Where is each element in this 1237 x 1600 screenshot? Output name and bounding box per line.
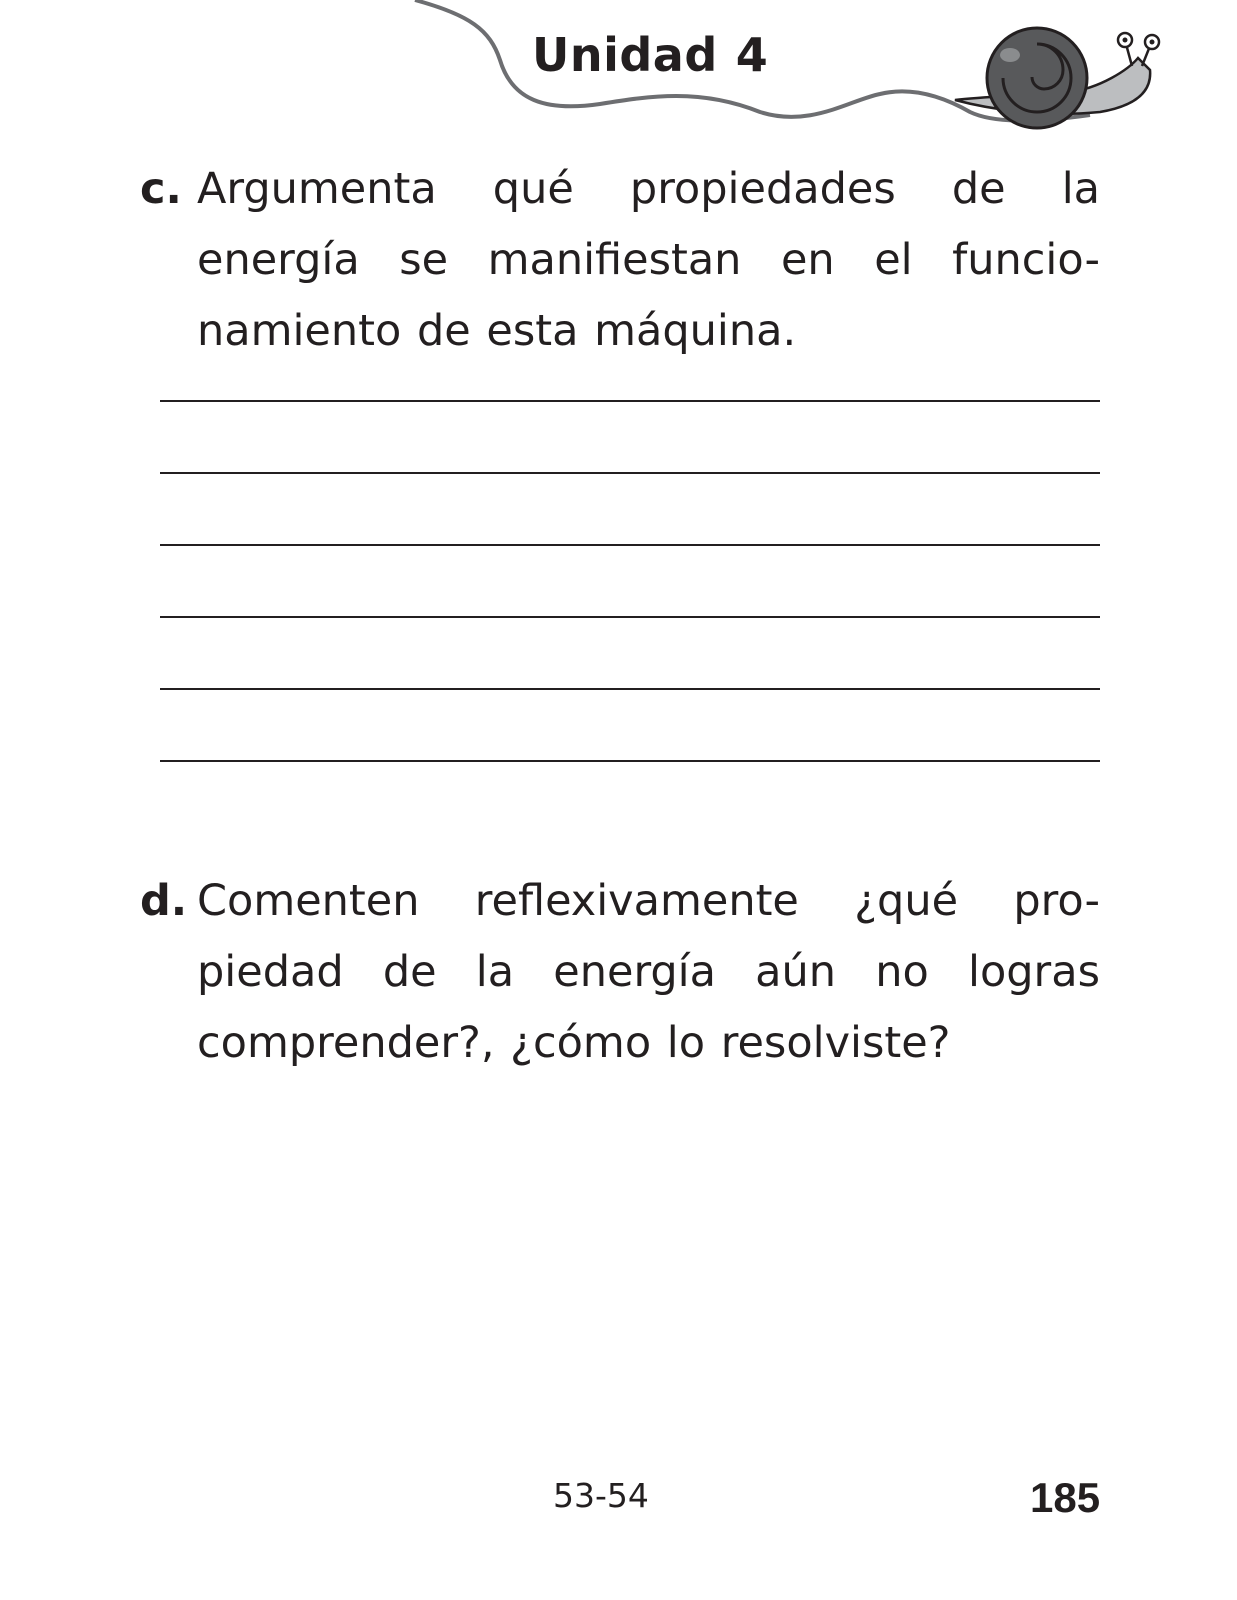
question-d bbox=[140, 866, 1100, 1079]
answer-lines bbox=[160, 400, 1100, 832]
answer-line[interactable] bbox=[160, 544, 1100, 546]
answer-line[interactable] bbox=[160, 472, 1100, 474]
question-c bbox=[140, 154, 1100, 367]
unit-label: Unidad bbox=[532, 28, 718, 82]
question-text: Comenten reflexivamente ¿qué pro-piedad de la energía aún no logras comprender?, ¿cómo lo resolviste? bbox=[197, 876, 1100, 1068]
answer-line[interactable] bbox=[160, 760, 1100, 762]
question-text: Argumenta qué propiedades de la energía se manifiestan en el funcio-namiento de esta máquina. bbox=[197, 164, 1100, 356]
footer-reference: 53-54 bbox=[553, 1476, 649, 1515]
question-letter: d. bbox=[140, 876, 188, 926]
unit-number: 4 bbox=[735, 28, 769, 82]
unit-title bbox=[532, 28, 768, 82]
snail-illustration bbox=[955, 28, 1159, 128]
page-number: 185 bbox=[1030, 1474, 1101, 1521]
question-letter: c. bbox=[140, 164, 182, 214]
answer-line[interactable] bbox=[160, 688, 1100, 690]
answer-line[interactable] bbox=[160, 400, 1100, 402]
answer-line[interactable] bbox=[160, 616, 1100, 618]
